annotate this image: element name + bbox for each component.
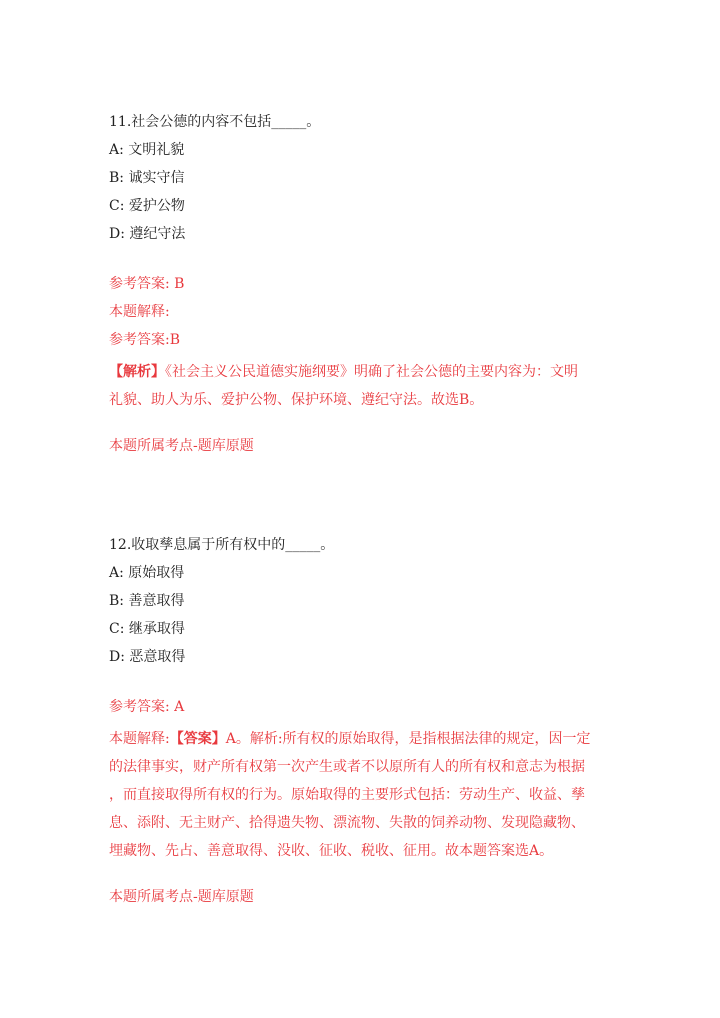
answer-line: 参考答案: A	[109, 699, 185, 715]
option-b: B: 善意取得	[109, 593, 185, 609]
explanation-tag: 【答案】	[169, 731, 226, 747]
explanation-line: 《社会主义公民道德实施纲要》明确了社会公德的主要内容为：文明	[165, 364, 578, 380]
option-c: C: 继承取得	[109, 621, 185, 637]
option-b: B: 诚实守信	[109, 170, 185, 186]
answer-line: 参考答案: B	[109, 276, 185, 292]
explanation-line: 礼貌、助人为乐、爱护公物、保护环境、遵纪守法。故选B。	[109, 392, 484, 408]
source-note: 本题所属考点-题库原题	[109, 889, 254, 905]
explanation-label: 本题解释:	[109, 304, 170, 320]
explanation-line: A。解析:所有权的原始取得，是指根据法律的规定，因一定	[225, 731, 591, 747]
explanation-line: 的法律事实，财产所有权第一次产生或者不以原所有人的所有权和意志为根据	[109, 759, 585, 775]
option-a: A: 原始取得	[109, 565, 185, 581]
explanation-text	[109, 725, 605, 865]
explanation-answer: 参考答案:B	[109, 332, 181, 348]
explanation-tag: 【解析】	[109, 364, 165, 380]
explanation-line: 埋藏物、先占、善意取得、没收、征收、税收、征用。故本题答案选A。	[109, 843, 554, 859]
question-stem: 12.收取孳息属于所有权中的_____。	[109, 537, 335, 553]
option-a: A: 文明礼貌	[109, 142, 185, 158]
option-c: C: 爱护公物	[109, 198, 185, 214]
option-d: D: 恶意取得	[109, 649, 186, 665]
question-12	[109, 535, 609, 915]
source-note: 本题所属考点-题库原题	[109, 438, 254, 454]
explanation-line: 息、添附、无主财产、拾得遗失物、漂流物、失散的饲养动物、发现隐藏物、	[109, 815, 585, 831]
explanation-line: ，而直接取得所有权的行为。原始取得的主要形式包括：劳动生产、收益、孳	[109, 787, 585, 803]
explanation-text	[109, 358, 605, 414]
question-stem: 11.社会公德的内容不包括_____。	[109, 114, 321, 130]
option-d: D: 遵纪守法	[109, 226, 186, 242]
question-11	[109, 112, 609, 464]
explanation-label: 本题解释:	[109, 731, 170, 747]
